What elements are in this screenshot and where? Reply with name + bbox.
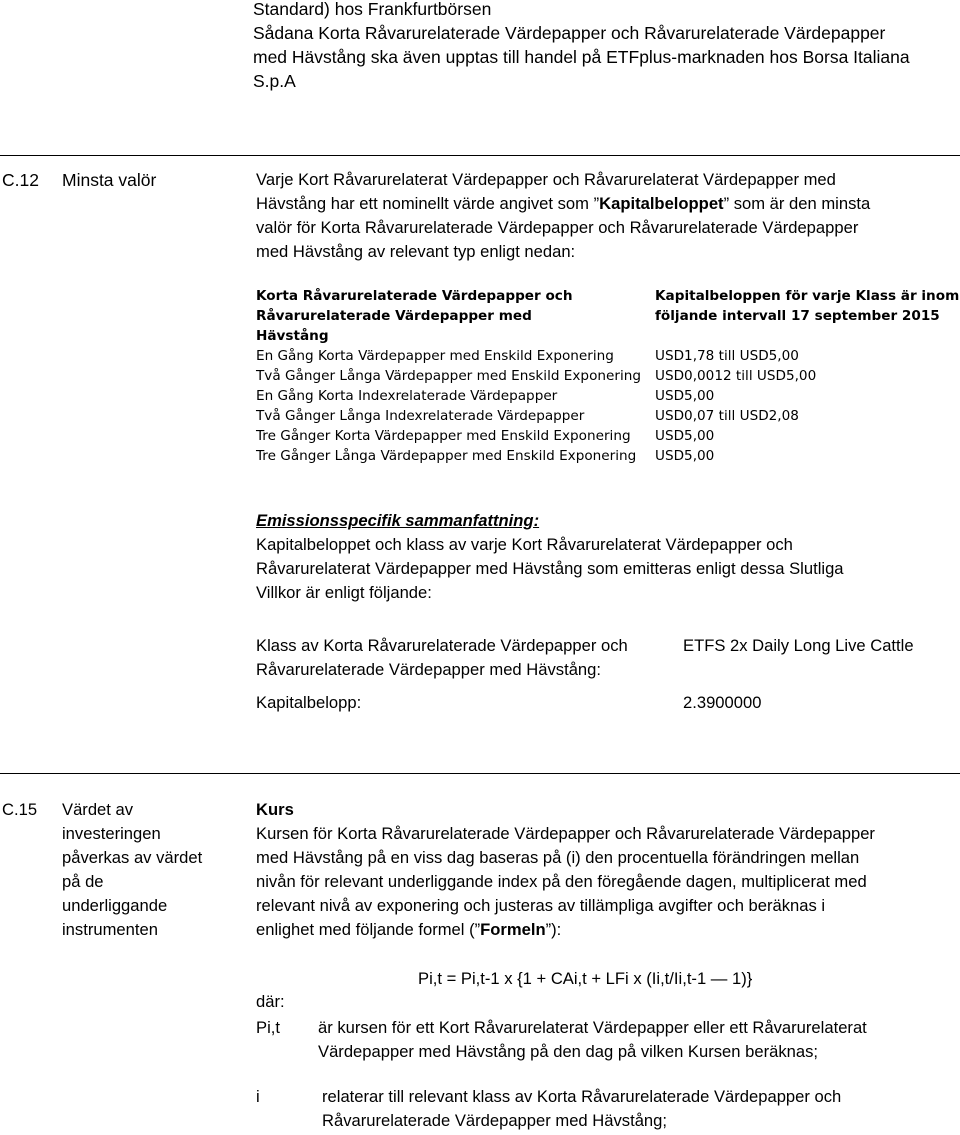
c12-body-line: Varje Kort Råvarurelaterat Värdepapper och Råvarurelaterat Värdepapper med	[256, 170, 836, 189]
c12-body-line: valör för Korta Råvarurelaterade Värdepapper och Råvarurelaterade Värdepapper	[256, 218, 859, 237]
definition-text: relaterar till relevant klass av Korta Råvarurelaterade Värdepapper och Råvarurelaterade Värdepapper med Hävstång;	[322, 1087, 842, 1130]
c12-body-line: med Hävstång av relevant typ enligt nedan:	[256, 242, 576, 261]
table-row: Tre Gånger Korta Värdepapper med Enskild Exponering	[256, 428, 631, 444]
section-divider	[0, 773, 960, 774]
summary-line: Kapitalbeloppet och klass av varje Kort Råvarurelaterat Värdepapper och	[256, 535, 793, 554]
table-row: Tre Gånger Långa Värdepapper med Enskild Exponering	[256, 448, 637, 464]
class-label: Klass av Korta Råvarurelaterade Värdepapper och Råvarurelaterade Värdepapper med Hävstång:	[256, 636, 628, 679]
section-heading-c12: Minsta valör	[62, 170, 157, 190]
table-cell-range: USD0,0012 till USD5,00	[655, 368, 817, 384]
table-cell-range: USD5,00	[655, 388, 715, 404]
intro-paragraph	[253, 0, 910, 93]
table-row: Två Gånger Långa Indexrelaterade Värdepapper	[256, 408, 585, 424]
section-number-c12: C.12	[2, 170, 39, 190]
table-cell-range: USD0,07 till USD2,08	[655, 408, 799, 424]
table-range-column	[655, 346, 816, 466]
definition-term: i	[256, 1087, 260, 1106]
defined-term: Kapitalbeloppet	[599, 194, 724, 213]
class-value: ETFS 2x Daily Long Live Cattle	[683, 636, 914, 655]
c15-body-line: nivån för relevant underliggande index på den föregående dagen, multiplicerat med	[256, 872, 867, 891]
c12-body-line: Hävstång har ett nominellt värde angivet som ”Kapitalbeloppet” som är den minsta	[256, 194, 871, 213]
summary-line: Råvarurelaterat Värdepapper med Hävstång som emitteras enligt dessa Slutliga	[256, 559, 844, 578]
definition-term: Pi,t	[256, 1018, 280, 1037]
c12-body	[256, 168, 946, 264]
table-type-column	[256, 346, 641, 466]
table-row: En Gång Korta Värdepapper med Enskild Exponering	[256, 348, 614, 364]
defined-term: Formeln	[480, 920, 546, 939]
c15-body	[256, 798, 875, 942]
table-header-left: Korta Råvarurelaterade Värdepapper och Råvarurelaterade Värdepapper med Hävstång	[256, 288, 573, 344]
intro-line: Standard) hos Frankfurtbörsen	[253, 0, 492, 19]
section-heading-c15: Värdet av investeringen påverkas av värdet på de underliggande instrumenten	[62, 800, 203, 939]
table-cell-range: USD5,00	[655, 428, 715, 444]
table-row: Två Gånger Långa Värdepapper med Enskild Exponering	[256, 368, 641, 384]
amount-value: 2.3900000	[683, 693, 762, 712]
table-cell-range: USD5,00	[655, 448, 715, 464]
c15-body-line: relevant nivå av exponering och justeras av tillämpliga avgifter och beräknas i	[256, 896, 826, 915]
table-cell-range: USD1,78 till USD5,00	[655, 348, 799, 364]
amount-label: Kapitalbelopp:	[256, 693, 362, 712]
table-header-right: Kapitalbeloppen för varje Klass är inom följande intervall 17 september 2015	[655, 288, 960, 324]
c15-body-line: med Hävstång på en viss dag baseras på (i) den procentuella förändringen mellan	[256, 848, 860, 867]
section-number-c15: C.15	[2, 800, 38, 819]
issue-specific-summary	[256, 509, 844, 605]
summary-title: Emissionsspecifik sammanfattning:	[256, 511, 540, 530]
intro-line: S.p.A	[253, 71, 296, 91]
intro-line: med Hävstång ska även upptas till handel på ETFplus-marknaden hos Borsa Italiana	[253, 47, 910, 67]
definition-text: är kursen för ett Kort Råvarurelaterat Värdepapper eller ett Råvarurelaterat Värdepapper med Hävstång på den dag på vilken Kursen beräknas;	[318, 1018, 867, 1061]
section-divider	[0, 155, 960, 156]
kurs-formula: Pi,t = Pi,t-1 x {1 + CAi,t + LFi x (Ii,t/Ii,t-1 — 1)}	[418, 969, 753, 988]
summary-line: Villkor är enligt följande:	[256, 583, 432, 602]
c15-body-line: Kursen för Korta Råvarurelaterade Värdepapper och Råvarurelaterade Värdepapper	[256, 824, 875, 843]
intro-line: Sådana Korta Råvarurelaterade Värdepapper och Råvarurelaterade Värdepapper	[253, 23, 886, 43]
where-label: där:	[256, 992, 285, 1011]
table-row: En Gång Korta Indexrelaterade Värdepapper	[256, 388, 558, 404]
c15-body-line: enlighet med följande formel (”Formeln”):	[256, 920, 562, 939]
kurs-title: Kurs	[256, 800, 294, 819]
